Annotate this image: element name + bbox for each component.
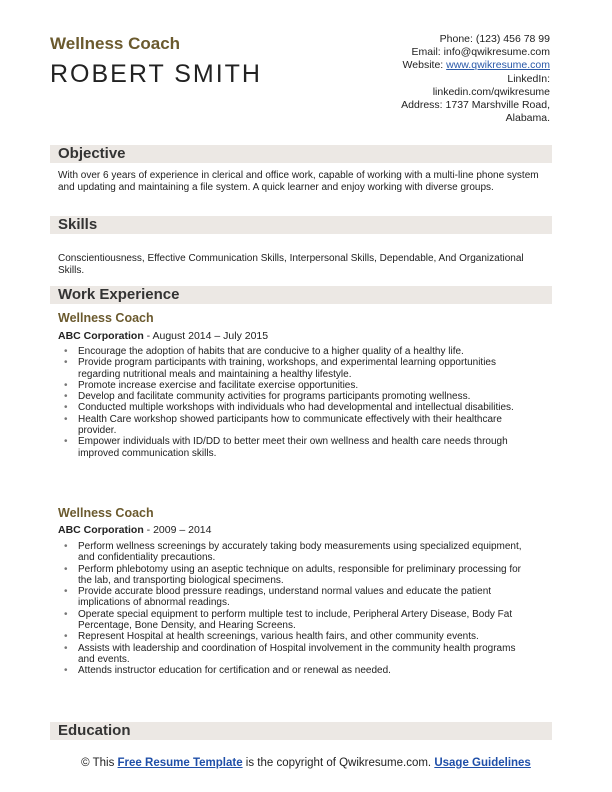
- usage-guidelines-link[interactable]: Usage Guidelines: [434, 757, 531, 769]
- email-line: [330, 46, 550, 59]
- list-item: • Provide accurate blood pressure readings, understand normal values and educate the patient implications of abnormal readings.: [62, 586, 532, 609]
- website-line: [330, 59, 550, 72]
- list-item: • Attends instructor education for certification and or renewal as needed.: [62, 665, 532, 676]
- linkedin-label: LinkedIn:: [507, 72, 550, 85]
- job-2-company-line: [58, 524, 211, 536]
- free-resume-template-link[interactable]: Free Resume Template: [117, 757, 243, 769]
- objective-text: With over 6 years of experience in clerical and office work, capable of working with a multi-line phone system and updating and maintaining a file system. A quick learner and enjoy working with diverse groups.: [58, 170, 539, 194]
- list-item: • Provide program participants with training, workshops, and experimental learning opportunities regarding nutritional meals and maintaining a healthy lifestyle.: [62, 357, 532, 380]
- phone-line: [330, 33, 550, 46]
- list-item: • Operate special equipment to perform multiple test to include, Peripheral Artery Disease, Body Fat Percentage, Bone Density, and Hearing Screens.: [62, 609, 532, 632]
- skills-text: Conscientiousness, Effective Communication Skills, Interpersonal Skills, Dependable, And Organizational Skills.: [58, 253, 524, 277]
- list-item: • Health Care workshop showed participants how to communicate effectively with their healthcare provider.: [62, 414, 532, 437]
- job-2-dates: - 2009 – 2014: [143, 524, 212, 536]
- phone-value: (123) 456 78 99: [475, 33, 550, 45]
- work-heading: Work Experience: [58, 286, 180, 303]
- job-1-bullets: [62, 346, 532, 459]
- job-2-title: Wellness Coach: [58, 506, 154, 520]
- skills-section-bar: [50, 216, 552, 234]
- list-item: • Conducted multiple workshops with individuals who had developmental and intellectual disabilities.: [62, 402, 532, 413]
- address-label: Address:: [401, 99, 443, 112]
- address-line1: 1737 Marshville Road,: [445, 99, 550, 112]
- footer-middle: is the copyright of Qwikresume.com.: [242, 757, 435, 769]
- job-1-title: Wellness Coach: [58, 311, 154, 325]
- education-section-bar: [50, 722, 552, 740]
- copyright-footer: [0, 756, 612, 771]
- list-item: • Perform phlebotomy using an aseptic technique on adults, responsible for preliminary processing for the lab, and transporting biological specimens.: [62, 564, 532, 587]
- job-2-bullets: [62, 541, 532, 677]
- phone-label: Phone:: [439, 33, 473, 45]
- list-item: • Perform wellness screenings by accurately taking body measurements using specialized equipment, and confidentiality precautions.: [62, 541, 532, 564]
- job-2-company: ABC Corporation: [58, 524, 144, 536]
- list-item: • Promote increase exercise and facilitate exercise opportunities.: [62, 380, 532, 391]
- work-section-bar: [50, 286, 552, 304]
- address-line2: Alabama.: [505, 112, 550, 125]
- job-1-company: ABC Corporation: [58, 330, 144, 342]
- header-job-title: Wellness Coach: [50, 34, 181, 53]
- website-label: Website:: [402, 59, 444, 72]
- education-heading: Education: [58, 722, 131, 739]
- objective-heading: Objective: [58, 145, 126, 162]
- email-label: Email:: [411, 46, 441, 59]
- skills-heading: Skills: [58, 216, 98, 233]
- address-line: [330, 99, 550, 112]
- linkedin-value: linkedin.com/qwikresume: [432, 85, 550, 98]
- objective-section-bar: [50, 145, 552, 163]
- job-1-company-line: [58, 330, 268, 342]
- website-link[interactable]: www.qwikresume.com: [446, 59, 550, 72]
- contact-block: [330, 33, 550, 125]
- list-item: • Encourage the adoption of habits that are conducive to a higher quality of a healthy life.: [62, 346, 532, 357]
- candidate-name: ROBERT SMITH: [50, 60, 262, 88]
- email-value: info@qwikresume.com: [443, 46, 550, 59]
- list-item: • Develop and facilitate community activities for programs participants promoting wellness.: [62, 391, 532, 402]
- footer-prefix: © This: [81, 757, 118, 769]
- list-item: • Empower individuals with ID/DD to better meet their own wellness and health care needs through improved communication skills.: [62, 436, 532, 459]
- job-1-dates: - August 2014 – July 2015: [143, 330, 269, 342]
- list-item: • Assists with leadership and coordination of Hospital involvement in the community health programs and events.: [62, 643, 532, 666]
- list-item: • Represent Hospital at health screenings, various health fairs, and other community events.: [62, 631, 532, 642]
